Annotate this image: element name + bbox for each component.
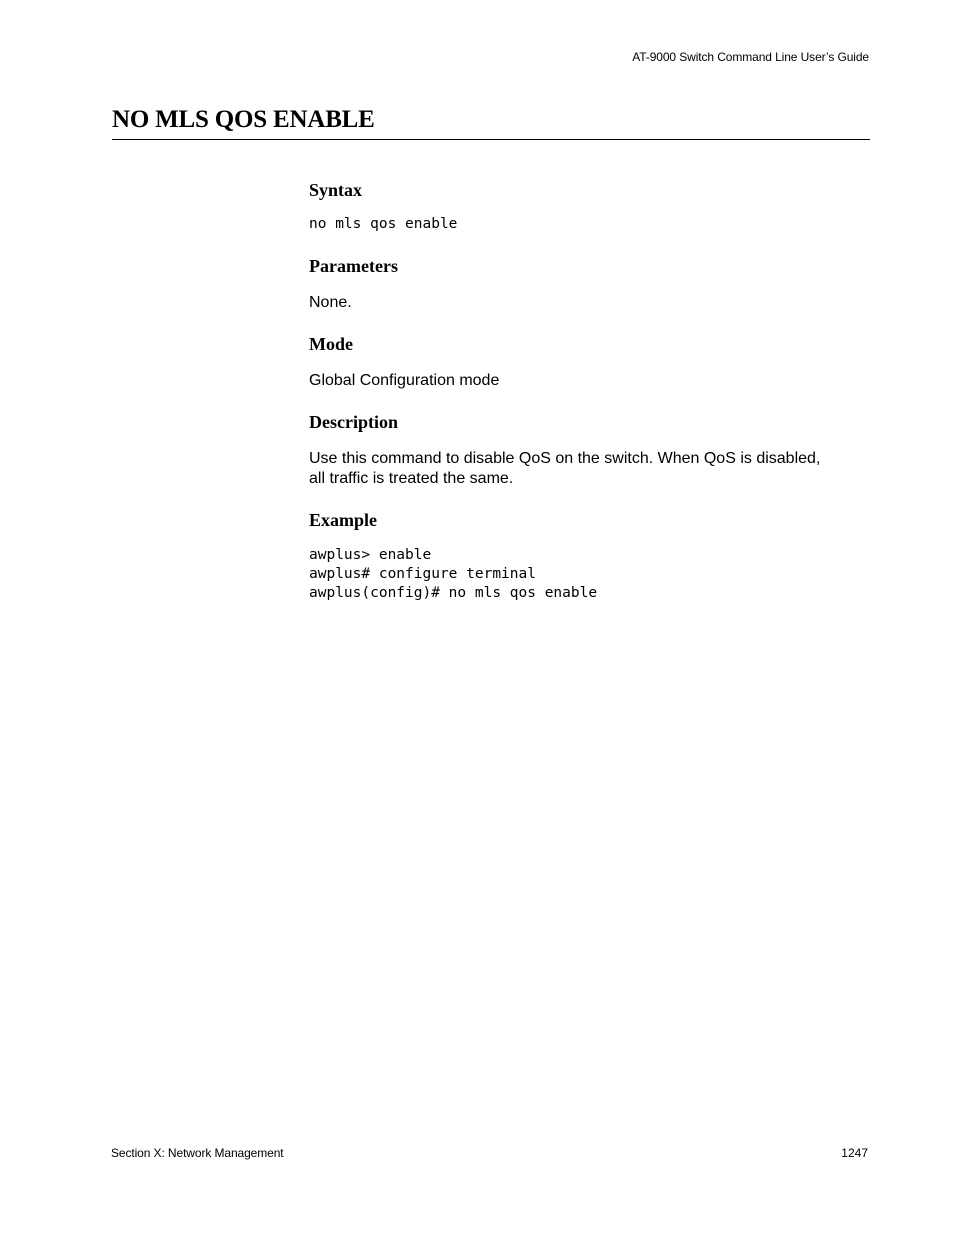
example-code-line: awplus> enable (309, 547, 432, 563)
description-heading: Description (309, 412, 398, 432)
example-code-line: awplus# configure terminal (309, 566, 536, 582)
mode-text: Global Configuration mode (309, 372, 500, 389)
example-code-line: awplus(config)# no mls qos enable (309, 585, 598, 601)
example-code (309, 546, 869, 603)
description-line: all traffic is treated the same. (309, 470, 514, 487)
syntax-heading: Syntax (309, 180, 363, 200)
footer-page-number: 1247 (841, 1146, 868, 1160)
syntax-code: no mls qos enable (309, 216, 458, 232)
description-line: Use this command to disable QoS on the switch. When QoS is disabled, (309, 450, 821, 467)
parameters-text: None. (309, 294, 352, 311)
page-title: NO MLS QOS ENABLE (112, 106, 375, 133)
description-text (309, 449, 869, 489)
title-rule (112, 139, 870, 140)
content-column (309, 178, 869, 603)
example-heading: Example (309, 510, 378, 530)
running-header: AT-9000 Switch Command Line User’s Guide (632, 50, 869, 64)
mode-heading: Mode (309, 334, 353, 354)
footer-section-label: Section X: Network Management (111, 1146, 284, 1160)
parameters-heading: Parameters (309, 256, 398, 276)
